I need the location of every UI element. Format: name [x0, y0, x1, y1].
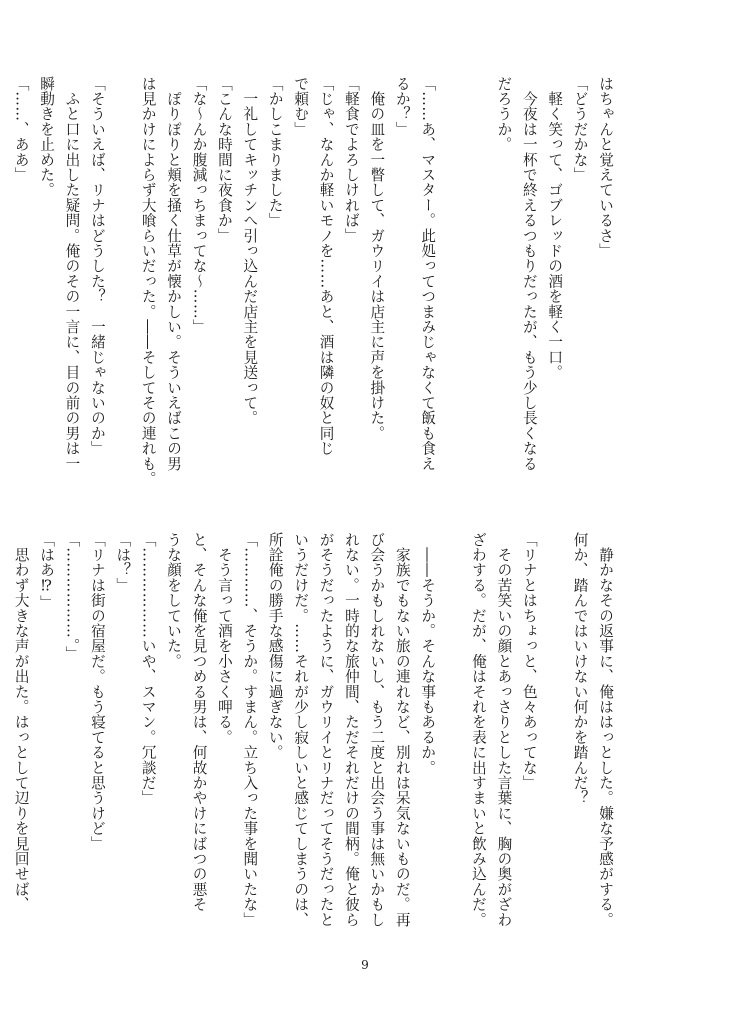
text-line: 「…………、そうか。すまん。立ち入った事を聞いたな」: [241, 532, 259, 928]
text-line: だろうか。: [495, 76, 513, 152]
text-line: るか？」: [393, 76, 411, 137]
text-line: と、そんな俺を見つめる男は、何故かやけにばつの悪そ: [190, 532, 208, 912]
text-line: [440, 76, 465, 516]
text-line: 「リナは街の宿屋だ。もう寝てると思うけど」: [88, 532, 106, 852]
text-line: 家族でもない旅の連れなど、別れは呆気ないものだ。再: [393, 532, 411, 928]
page-number: 9: [361, 958, 369, 972]
text-line: はちゃんと覚えているさ」: [597, 76, 614, 259]
text-line: そう言って酒を小さく呷る。: [215, 532, 233, 745]
text-line: がそうだったように、ガウリイとリナだってそうだったと: [317, 532, 335, 928]
text-line: [542, 532, 567, 952]
text-line: 「どうだかな」: [571, 76, 589, 183]
text-line: 「リナとはちょっと、色々あってな」: [520, 532, 538, 791]
text-line: 瞬動きを止めた。: [38, 76, 56, 198]
text-line: 「な～んか腹減っちまってな～……」: [190, 76, 208, 335]
text-line: 「………………。」: [63, 532, 81, 662]
text-line: 何か、踏んではいけない何かを踏んだ？: [571, 532, 589, 806]
text-line: 「………………いや、スマン。冗談だ」: [139, 532, 157, 806]
text-line: ふと口に出した疑問。俺のその一言に、目の前の男は一: [63, 76, 81, 472]
text-line: 俺の皿を一瞥して、ガウリイは店主に声を掛けた。: [368, 76, 386, 441]
text-line: いうだけだ。……それが少し寂しいと感じてしまうのは、: [292, 532, 310, 928]
text-line: ざわする。だが、俺はそれを表に出すまいと飲み込んだ。: [469, 532, 487, 928]
lower-text-block: [8, 532, 618, 952]
text-line: [466, 76, 491, 516]
text-line: 軽く笑って、ゴブレッドの酒を軽く一口。: [546, 76, 564, 380]
text-line: ぽりぽりと頬を掻く仕草が懐かしい。そういえばこの男: [165, 76, 183, 472]
text-line: 「はあ⁉」: [38, 532, 56, 611]
text-line: 「こんな時間に夜食か」: [215, 76, 233, 244]
text-line: れない。一時的な旅仲間、ただそれだけの間柄。俺と彼ら: [342, 532, 360, 928]
text-line: 「……、ああ」: [12, 76, 30, 183]
text-line: び会うかもしれないし、もう二度と出会う事は無いかもし: [368, 532, 386, 928]
text-line: 「は？」: [114, 532, 132, 593]
text-line: 「そういえば、リナはどうした？ 一緒じゃないのか」: [88, 76, 106, 456]
text-line: その苦笑いの顔とあっさりとした言葉に、胸の奥がざわ: [495, 532, 513, 928]
text-line: [440, 532, 465, 952]
text-line: 所詮俺の勝手な感傷に過ぎない。: [266, 532, 284, 760]
text-line: 静かなその返事に、俺ははっとした。嫌な予感がする。: [597, 532, 614, 928]
text-line: 思わず大きな声が出た。はっとして辺りを見回せば、: [12, 532, 30, 912]
text-line: 「かしこまりました」: [266, 76, 284, 228]
text-line: 「じゃ、なんか軽いモノを……あと、酒は隣の奴と同じ: [317, 76, 335, 456]
text-line: で頼む」: [292, 76, 310, 137]
text-line: は見かけによらず大喰らいだった。――そしてその連れも。: [139, 76, 157, 487]
text-line: 一礼してキッチンへ引っ込んだ店主を見送って。: [241, 76, 259, 426]
text-line: 今夜は一杯で終えるつもりだったが、もう少し長くなる: [520, 76, 538, 472]
text-line: ――そうか。そんな事もあるか。: [419, 532, 437, 776]
text-line: 「軽食でよろしければ」: [342, 76, 360, 244]
upper-text-block: [8, 76, 618, 516]
text-line: 「……あ、マスター。此処ってつまみじゃなくて飯も食え: [419, 76, 437, 472]
text-line: うな顔をしていた。: [165, 532, 183, 669]
text-line: [110, 76, 135, 516]
